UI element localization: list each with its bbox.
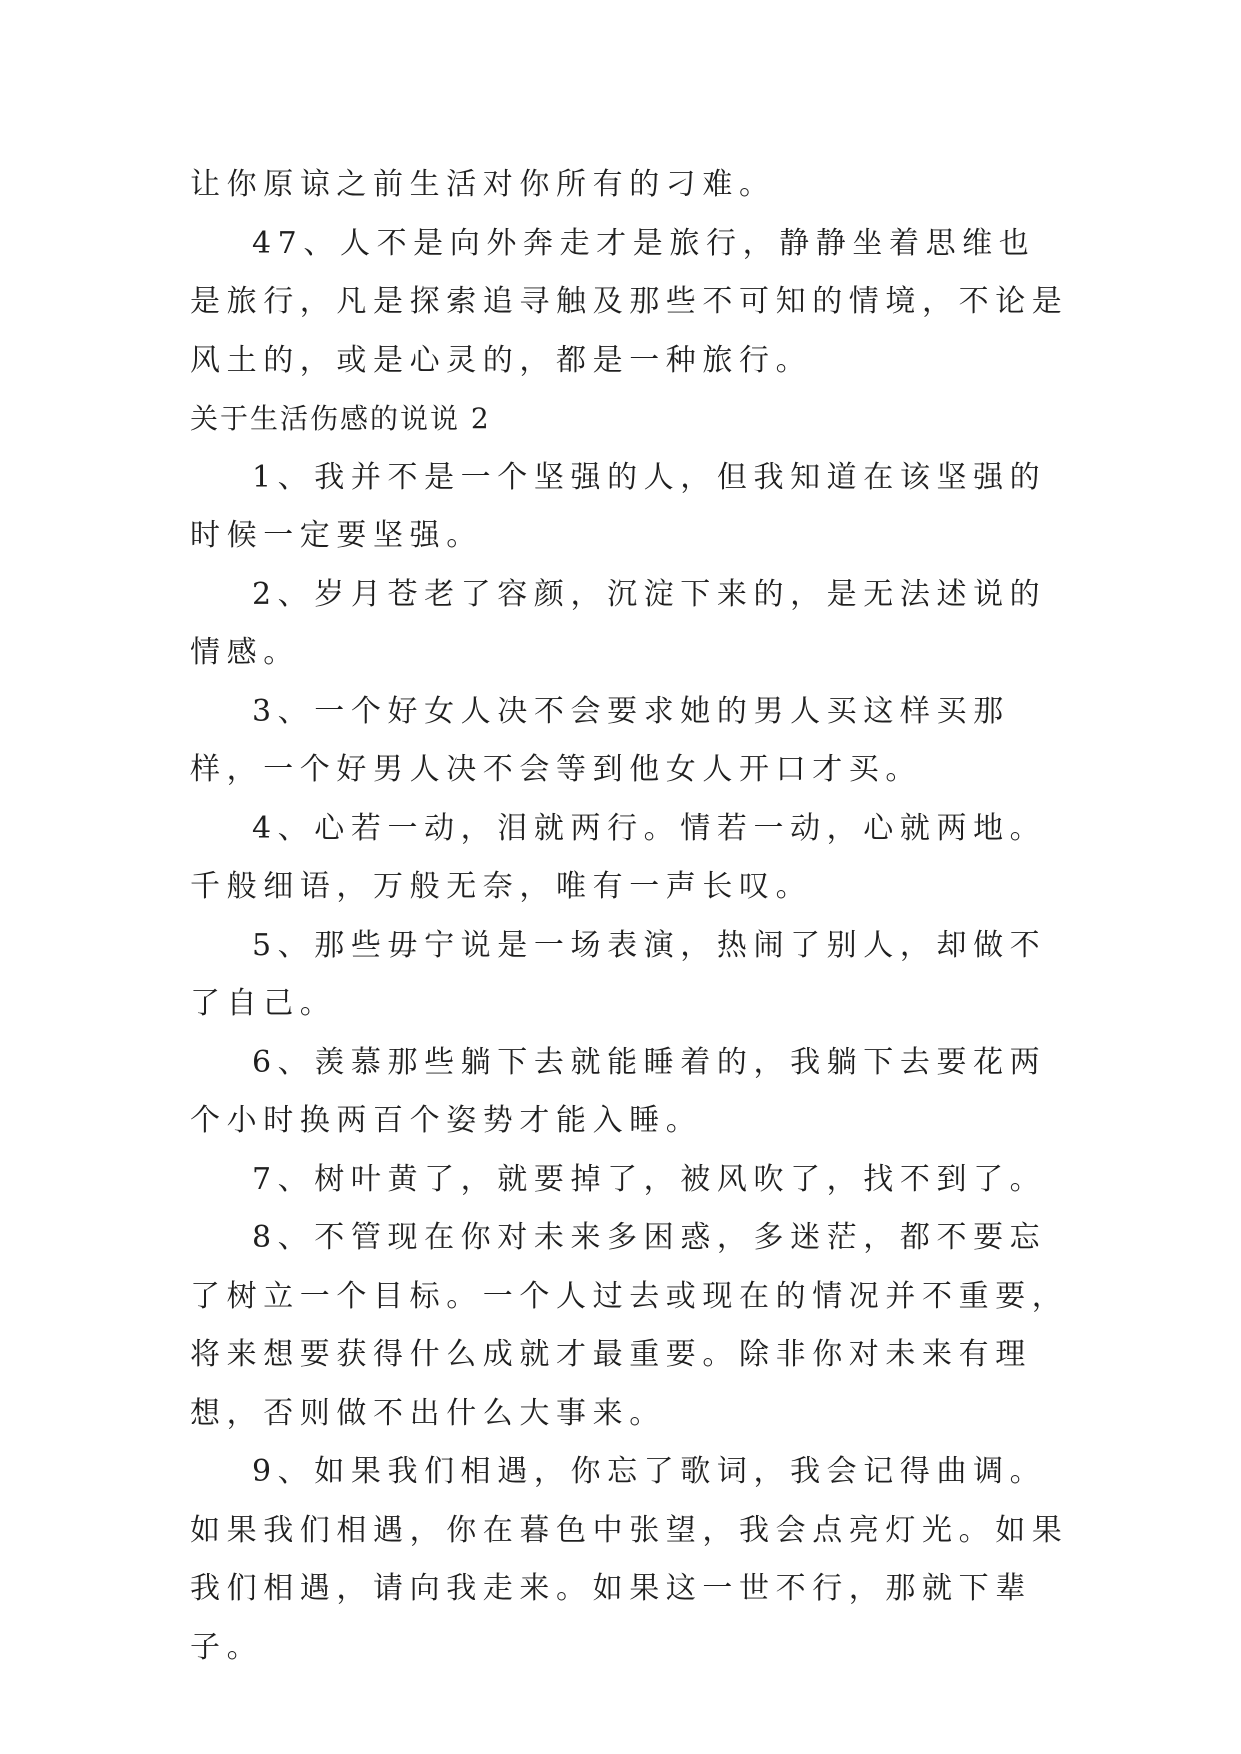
paragraph-4: 4、心若一动，泪就两行。情若一动，心就两地。千般细语，万般无奈，唯有一声长叹。 xyxy=(190,810,1047,904)
section-title: 关于生活伤感的说说 2 xyxy=(190,402,491,435)
opening-line: 让你原谅之前生活对你所有的刁难。 xyxy=(190,167,776,202)
paragraph-9: 9、如果我们相遇，你忘了歌词，我会记得曲调。如果我们相遇，你在暮色中张望，我会点亮灯光。如果我们相遇，请向我走来。如果这一世不行，那就下辈子。 xyxy=(190,1454,1069,1665)
paragraph-3: 3、一个好女人决不会要求她的男人买这样买那样，一个好男人决不会等到他女人开口才买。 xyxy=(190,693,1010,787)
paragraph-5: 5、那些毋宁说是一场表演，热闹了别人，却做不了自己。 xyxy=(190,927,1047,1021)
paragraph-2: 2、岁月苍老了容颜，沉淀下来的，是无法述说的情感。 xyxy=(190,576,1047,670)
paragraph-47: 47、人不是向外奔走才是旅行，静静坐着思维也是旅行，凡是探索追寻触及那些不可知的情境，不论是风土的，或是心灵的，都是一种旅行。 xyxy=(190,225,1069,378)
paragraph-7: 7、树叶黄了，就要掉了，被风吹了，找不到了。 xyxy=(252,1161,1047,1197)
document-body xyxy=(190,156,1070,1677)
paragraph-6: 6、羡慕那些躺下去就能睡着的，我躺下去要花两个小时换两百个姿势才能入睡。 xyxy=(190,1044,1047,1138)
paragraph-8: 8、不管现在你对未来多困惑，多迷茫，都不要忘了树立一个目标。一个人过去或现在的情况并不重要，将来想要获得什么成就才最重要。除非你对未来有理想，否则做不出什么大事来。 xyxy=(190,1220,1069,1431)
paragraph-1: 1、我并不是一个坚强的人，但我知道在该坚强的时候一定要坚强。 xyxy=(190,459,1047,553)
